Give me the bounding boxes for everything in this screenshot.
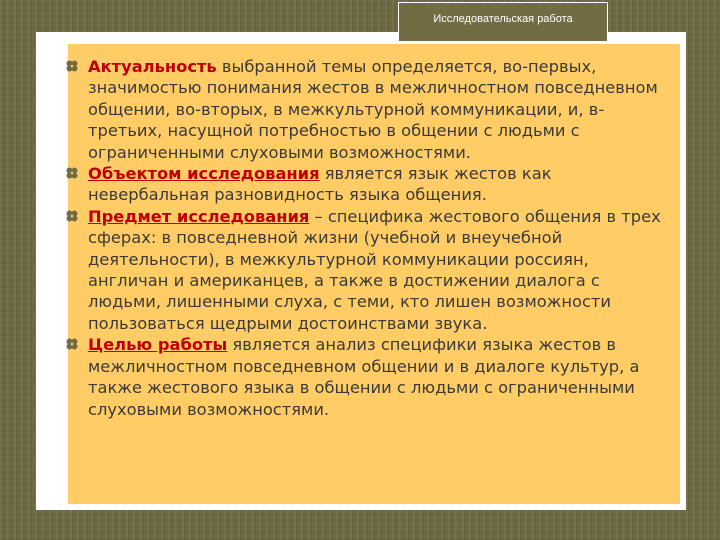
- bullet-lead-object: Объектом исследования: [88, 164, 320, 184]
- four-leaf-bullet-icon: [66, 338, 78, 350]
- list-item: [66, 163, 666, 206]
- header-tab: [398, 2, 608, 42]
- header-tab-label: Исследовательская работа: [433, 13, 573, 25]
- four-leaf-bullet-icon: [66, 60, 78, 72]
- bullet-text: выбранной темы определяется, во-первых, значимостью понимания жестов в межличностном повседневном общении, во-вторых, в межкультурной коммуникации, и, в-третьих, насущной потребностью в общении с людьми с ограниченными слуховыми возможностями.: [88, 57, 658, 162]
- four-leaf-bullet-icon: [66, 210, 78, 222]
- bullet-list: [66, 56, 666, 420]
- list-item: [66, 334, 666, 420]
- list-item: [66, 56, 666, 163]
- list-item: [66, 206, 666, 334]
- bullet-text: – специфика жестового общения в трех сферах: в повседневной жизни (учебной и внеучебной деятельности), в межкультурной коммуникации россиян, англичан и американцев, а также в достижении диалога с людьми, лишенными слуха, с теми, кто лишен возможности пользоваться щедрыми достоинствами звука.: [88, 206, 661, 333]
- four-leaf-bullet-icon: [66, 167, 78, 179]
- bullet-text: является язык жестов как невербальная разновидность языка общения.: [88, 164, 552, 205]
- bullet-lead-relevance: Актуальность: [88, 57, 217, 76]
- bullet-lead-subject: Предмет исследования: [88, 206, 310, 226]
- bullet-text: является анализ специфики языка жестов в межличностном повседневном общении и в диалоге культур, а также жестового языка в общении с людьми с ограниченными слуховыми возможностями.: [88, 335, 640, 419]
- bullet-lead-goal: Целью работы: [88, 335, 228, 355]
